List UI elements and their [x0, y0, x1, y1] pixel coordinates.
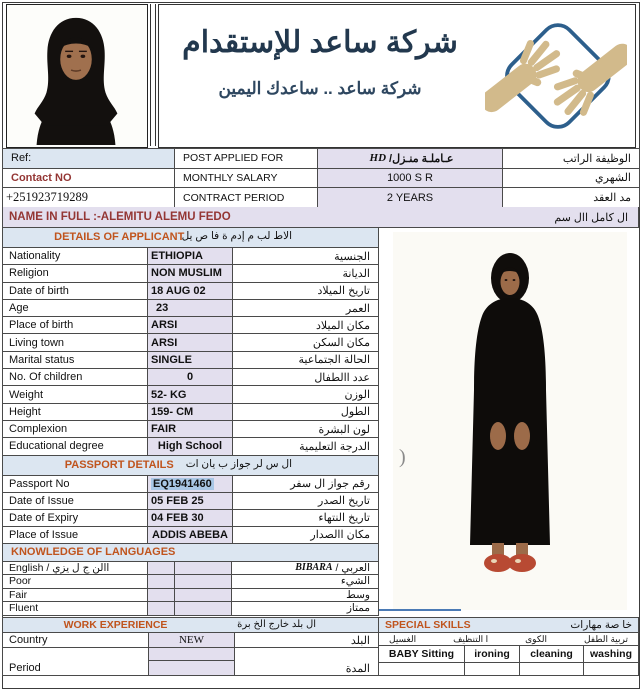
- table-row: [3, 527, 379, 544]
- row-label-ar: تاريخ الصدر: [233, 493, 379, 510]
- row-label-ar: مكان السكن: [233, 334, 379, 351]
- row-label: Educational degree: [3, 438, 148, 455]
- language-cell: [148, 575, 175, 589]
- post-applied-label-ar: الوظيفة الراتب: [503, 149, 640, 169]
- row-label-ar: الحالة الجتماعية: [233, 352, 379, 369]
- passport-title: PASSPORT DETAILS: [64, 458, 174, 471]
- row-label-ar: عدد االطفال: [233, 369, 379, 386]
- language-label: English / االن ج ل يزي: [3, 562, 148, 576]
- portrait-illustration: [7, 5, 145, 145]
- table-row: [3, 493, 379, 510]
- language-cell: [148, 602, 175, 616]
- language-level: Fair: [3, 589, 148, 603]
- work-experience-title: WORK EXPERIENCE: [63, 619, 168, 631]
- two-hands-diamond-icon: [485, 7, 627, 145]
- row-value: 04 FEB 30: [148, 510, 233, 527]
- special-skills-header: [379, 617, 639, 633]
- skill-label-ar: تربية الطفل: [583, 633, 628, 644]
- fullbody-illustration: [379, 228, 639, 617]
- table-row: [3, 661, 379, 676]
- skill-washing: washing: [584, 646, 639, 663]
- language-level: Poor: [3, 575, 148, 589]
- row-label: Passport No: [3, 476, 148, 493]
- company-name: شركة ساعد للإستقدام: [182, 26, 458, 59]
- country-label-ar: البلد: [235, 633, 379, 648]
- company-logo: [485, 7, 627, 145]
- passport-section-header: [3, 456, 379, 476]
- skill-baby-sitting: BABY Sitting: [379, 646, 465, 663]
- row-label-ar: الوزن: [233, 386, 379, 403]
- name-in-full-row: [2, 207, 639, 228]
- row-label: Date of birth: [3, 283, 148, 300]
- row-label-ar: العمر: [233, 300, 379, 317]
- table-row: [3, 562, 379, 576]
- row-label-ar: الديانة: [233, 265, 379, 282]
- row-value: 0: [148, 369, 233, 386]
- row-label-ar: الجنسية: [233, 248, 379, 265]
- row-value: High School: [148, 438, 233, 455]
- table-row: [3, 510, 379, 527]
- row-label: Place of Issue: [3, 527, 148, 544]
- skill-label-ar: ا التنظيف: [453, 633, 489, 644]
- language-level-ar: وسط: [232, 589, 379, 603]
- ref-label: Ref:: [3, 149, 175, 169]
- row-value: [148, 476, 233, 493]
- special-skills-section: [379, 617, 639, 676]
- row-value: 52- KG: [148, 386, 233, 403]
- work-experience-header: [3, 617, 379, 633]
- header-divider: [150, 4, 156, 146]
- skill-label-ar: الغسيل: [389, 633, 417, 644]
- row-label-ar: مكان االصدار: [233, 527, 379, 544]
- language-level-ar: الشيء: [232, 575, 379, 589]
- table-row: [3, 369, 379, 386]
- table-row: [3, 575, 379, 589]
- language-cell: [175, 575, 232, 589]
- language-cell: [175, 562, 232, 576]
- top-info-table: [2, 148, 640, 208]
- row-label: Living town: [3, 334, 148, 351]
- table-row: [3, 248, 379, 265]
- contract-period-value: 2 YEARS: [318, 188, 503, 208]
- skill-label-ar: الكوى: [525, 633, 548, 644]
- row-value: 05 FEB 25: [148, 493, 233, 510]
- row-value: 23: [148, 300, 233, 317]
- table-row: [3, 300, 379, 317]
- details-title-ar: الاط لب م إدم ة فا ص يل: [181, 230, 292, 242]
- monthly-salary-value: 1000 S R: [318, 169, 503, 189]
- table-row: [3, 352, 379, 369]
- skill-ironing: ironing: [465, 646, 520, 663]
- row-label: Nationality: [3, 248, 148, 265]
- table-row: [3, 438, 379, 455]
- row-label: Place of birth: [3, 317, 148, 334]
- contact-number: +251923719289: [3, 188, 175, 208]
- row-value: 18 AUG 02: [148, 283, 233, 300]
- table-row: [3, 589, 379, 603]
- period-label: Period: [3, 661, 148, 676]
- applicant-fullbody-photo: [379, 228, 639, 617]
- row-value: SINGLE: [148, 352, 233, 369]
- row-value: ARSI: [148, 317, 233, 334]
- table-row: [3, 334, 379, 351]
- language-level: Fluent: [3, 602, 148, 616]
- skills-english-row: [379, 646, 639, 663]
- row-label-ar: تاريخ النتهاء: [233, 510, 379, 527]
- details-title: DETAILS OF APPLICANT: [54, 231, 185, 243]
- row-value: ARSI: [148, 334, 233, 351]
- svg-text:): ): [399, 446, 406, 468]
- skills-arabic-row: [379, 633, 639, 646]
- table-row: [3, 169, 640, 189]
- language-cell: [148, 562, 175, 576]
- row-label: Date of Expiry: [3, 510, 148, 527]
- document-header: [6, 4, 636, 148]
- table-row: [3, 421, 379, 438]
- row-value: ETHIOPIA: [148, 248, 233, 265]
- row-label: Weight: [3, 386, 148, 403]
- post-applied-value: عـاملـة منـزل/ HD: [318, 149, 503, 169]
- skills-empty-row: [379, 663, 639, 676]
- special-skills-title: SPECIAL SKILLS: [385, 619, 471, 631]
- row-label: No. Of children: [3, 369, 148, 386]
- monthly-salary-label-ar: الشهري: [503, 169, 640, 189]
- period-value: [148, 661, 235, 676]
- row-label: Height: [3, 404, 148, 421]
- table-row: [3, 386, 379, 403]
- empty-cell: [148, 648, 235, 661]
- row-label: Marital status: [3, 352, 148, 369]
- details-section-header: [3, 228, 379, 248]
- table-row: [3, 648, 379, 661]
- row-label-ar: مكان الميلاد: [233, 317, 379, 334]
- row-label: Date of Issue: [3, 493, 148, 510]
- row-label-ar: رقم جواز ال سفر: [233, 476, 379, 493]
- row-label: Age: [3, 300, 148, 317]
- table-row: [3, 602, 379, 616]
- table-row: [3, 265, 379, 282]
- languages-section-header: [3, 544, 379, 562]
- table-row: [3, 149, 640, 169]
- language-label-ar: العربي / BIBARA: [232, 562, 379, 576]
- languages-title: KNOWLEDGE OF LANGUAGES: [11, 546, 176, 559]
- passport-number: EQ1941460: [153, 477, 212, 490]
- row-value: NON MUSLIM: [148, 265, 233, 282]
- row-label-ar: الطول: [233, 404, 379, 421]
- post-applied-label: POST APPLIED FOR: [175, 149, 318, 169]
- skill-cleaning: cleaning: [520, 646, 584, 663]
- language-cell: [175, 602, 232, 616]
- row-label-ar: لون البشرة: [233, 421, 379, 438]
- language-level-ar: ممتاز: [232, 602, 379, 616]
- table-row: [3, 476, 379, 493]
- language-cell: [148, 589, 175, 603]
- language-cell: [175, 589, 232, 603]
- table-row: [3, 188, 640, 208]
- row-label-ar: الدرجة التعليمية: [233, 438, 379, 455]
- monthly-salary-label: MONTHLY SALARY: [175, 169, 318, 189]
- table-row: [3, 283, 379, 300]
- special-skills-title-ar: خا صة مهارات: [570, 619, 632, 631]
- company-banner: [158, 4, 636, 148]
- work-experience-section: [2, 617, 379, 676]
- row-value: ADDIS ABEBA: [148, 527, 233, 544]
- row-label: Complexion: [3, 421, 148, 438]
- table-row: [3, 633, 379, 648]
- applicant-portrait-photo: [6, 4, 148, 148]
- full-name: NAME IN FULL :-ALEMITU ALEMU FEDO: [9, 211, 231, 223]
- contract-period-label-ar: مد العقد: [503, 188, 640, 208]
- work-experience-title-ar: ال بلد خارج الخ برة: [237, 619, 316, 630]
- row-value: FAIR: [148, 421, 233, 438]
- period-label-ar: المدة: [235, 661, 379, 676]
- country-value: NEW: [148, 633, 235, 648]
- row-label: Religion: [3, 265, 148, 282]
- row-value: 159- CM: [148, 404, 233, 421]
- applicant-tables: [2, 228, 379, 616]
- passport-title-ar: ال س لر جواز ب يان ات: [185, 457, 292, 470]
- company-slogan: شركة ساعد .. ساعدك اليمين: [218, 79, 422, 98]
- table-row: [3, 317, 379, 334]
- contact-label: Contact NO: [3, 169, 175, 189]
- table-row: [3, 404, 379, 421]
- row-label-ar: تاريخ الميلاد: [233, 283, 379, 300]
- contract-period-label: CONTRACT PERIOD: [175, 188, 318, 208]
- full-name-label-ar: ال كامل اال سم: [554, 211, 628, 224]
- country-label: Country: [3, 633, 148, 648]
